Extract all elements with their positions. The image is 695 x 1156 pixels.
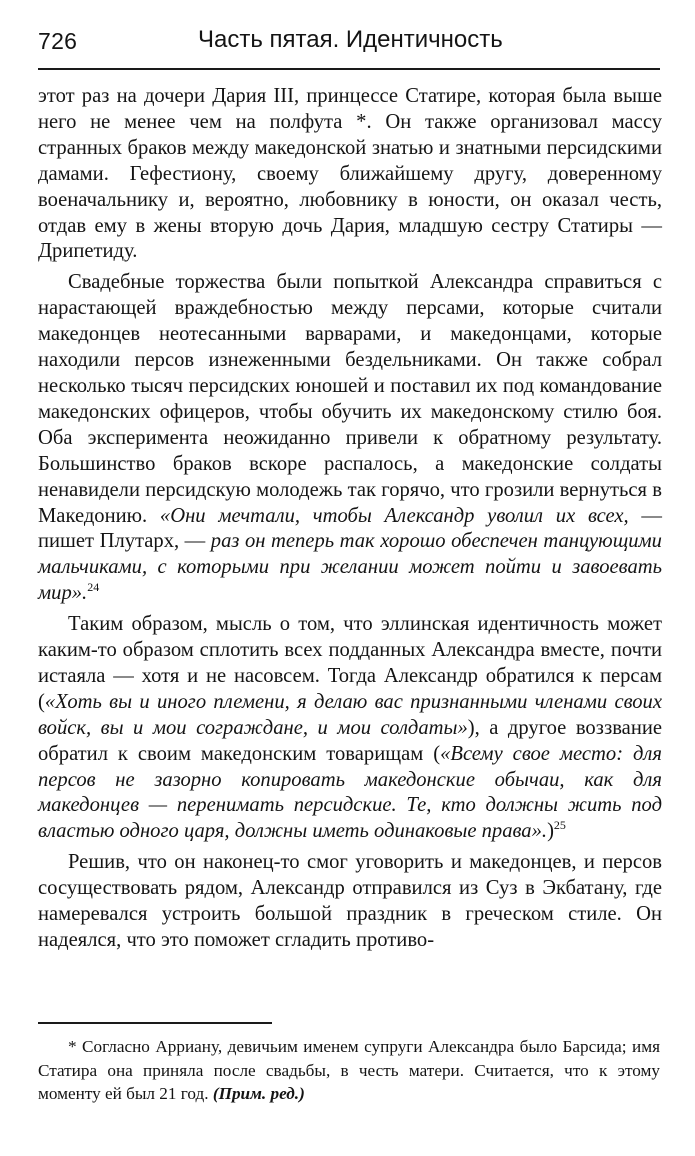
text-run: ), а другое воззвание обратил к своим македонским товарищам ( [38, 716, 662, 765]
text-run: Свадебные торжества были попыткой Александра справиться с нарастающей враждебностью между персами, которые считали македонцев неотесанными варварами, и македонцами, которые находили персов изнеженными бездельниками. Он также собрал несколько тысяч персидских юношей и поставил их под командование македонских офицеров, чтобы обучить их македонскому стилю боя. Оба эксперимента неожиданно привели к обратному результату. Большинство браков вскоре распалось, а македонские солдаты ненавидели персидскую молодежь так горячо, что грозили вернуться в Македонию. [38, 271, 662, 527]
italic-quote: «Они мечтали, чтобы Александр уволил их всех, [159, 504, 629, 527]
text-run: * Согласно Арриану, девичьим именем супруги Александра было Барсида; имя Статира она приняла после свадьбы, в честь матери. Считается, что к этому моменту ей был 21 год. [38, 1037, 660, 1104]
footnote-ref: 25 [553, 818, 566, 833]
text-run: Решив, что он наконец-то смог уговорить и македонцев, и персов сосуществовать рядом, Александр отправился из Суз в Экбатану, где намеревался устроить большой праздник в греческом стиле. Он надеялся, что это поможет сгладить противо- [38, 851, 662, 951]
italic-quote: «Хоть вы и иного племени, я делаю вас признанными членами своих войск, вы и мои сограждане, и мои солдаты» [38, 690, 662, 739]
body-text [38, 84, 662, 954]
text-run: — пишет Плутарх, — [38, 504, 662, 553]
paragraph [38, 84, 662, 265]
text-run: этот раз на дочери Дария III, принцессе Статире, которая была выше него не менее чем на полфута *. Он также организовал массу странных браков между македонской знатью и знатными персидскими дамами. Гефестиону, своему ближайшему другу, доверенному военачальнику и, вероятно, любовнику в юности, он оказал честь, отдав ему в жены вторую дочь Дария, младшую сестру Статиры — Дрипетиду. [38, 85, 662, 263]
italic-quote: раз он теперь так хорошо обеспечен танцующими мальчиками, с которыми при желании может пойти и завоевать мир». [38, 530, 662, 605]
footnote [38, 1035, 660, 1106]
footnote-rule [38, 1022, 272, 1024]
paragraph [38, 612, 662, 845]
text-run: Таким образом, мысль о том, что эллинская идентичность может каким-то образом сплотить всех подданных Александра вместе, почти истаяла — хотя и не насовсем. Тогда Александр обратился к персам ( [38, 613, 662, 713]
header-rule [38, 68, 660, 70]
italic-quote: (Прим. ред.) [212, 1084, 305, 1104]
footnote-ref: 24 [87, 580, 100, 595]
page-number: 726 [38, 28, 78, 54]
page-header [38, 22, 660, 64]
paragraph [38, 270, 662, 607]
running-head: Часть пятая. Идентичность [198, 26, 503, 53]
text-run: ) [547, 820, 554, 843]
italic-quote: «Всему свое место: для персов не зазорно копировать македонские обычаи, как для македонцев — перенимать персидские. Те, кто должны жить под властью одного царя, должны иметь одинаковые права». [38, 742, 662, 843]
paragraph [38, 850, 662, 954]
